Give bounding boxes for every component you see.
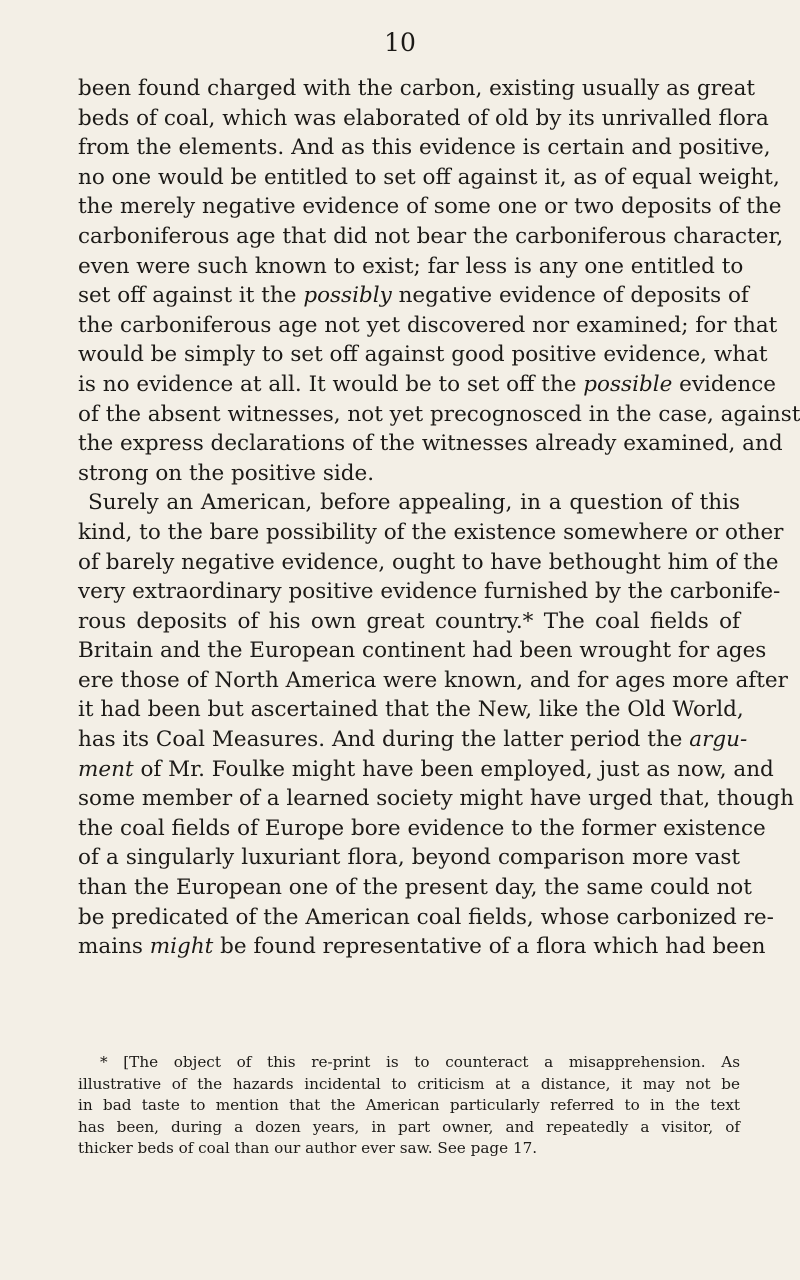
text-line: even were such known to exist; far less is any one entitled to	[78, 253, 744, 279]
text-line: would be simply to set off against good positive evidence, what	[78, 342, 768, 368]
text-line	[78, 755, 774, 785]
text-line: no one would be entitled to set off against it, as of equal weight,	[78, 164, 780, 190]
text-run: be found representative of a flora which had been	[213, 934, 766, 960]
text-line: beds of coal, which was elaborated of old by its unrivalled flora	[78, 105, 769, 131]
paragraph-start-line: Surely an American, before appealing, in a question of this	[88, 490, 740, 516]
text-line: the carboniferous age not yet discovered nor examined; for that	[78, 312, 778, 338]
footnote	[78, 1052, 740, 1160]
footnote-line: * [The object of this re-print is to counteract a misapprehension. As	[100, 1053, 740, 1071]
text-run: is no evidence at all. It would be to set off the	[78, 371, 584, 397]
text-line	[78, 370, 776, 400]
text-line	[78, 932, 766, 962]
text-run: negative evidence of deposits of	[391, 283, 749, 309]
text-line	[78, 281, 749, 311]
text-line: it had been but ascertained that the New, like the Old World,	[78, 697, 744, 723]
italic-word: possibly	[303, 283, 392, 309]
italic-word: argu-	[689, 727, 748, 753]
footnote-line: in bad taste to mention that the American particularly referred to in the text	[78, 1096, 740, 1114]
footnote-line: illustrative of the hazards incidental to criticism at a distance, it may not be	[78, 1074, 740, 1093]
text-run: evidence	[672, 371, 776, 397]
text-line: strong on the positive side.	[78, 460, 375, 486]
text-line	[78, 725, 748, 755]
text-line: of the absent witnesses, not yet precognosced in the case, against	[78, 401, 800, 427]
body-text	[78, 74, 800, 962]
text-line: the merely negative evidence of some one or two deposits of the	[78, 194, 782, 220]
page-number: 10	[384, 28, 416, 57]
text-line: been found charged with the carbon, existing usually as great	[78, 76, 756, 101]
text-line: ere those of North America were known, and for ages more after	[78, 667, 788, 693]
text-line: than the European one of the present day, the same could not	[78, 875, 752, 901]
text-line: the coal fields of Europe bore evidence to the former existence	[78, 815, 766, 841]
text-run: mains	[78, 934, 150, 960]
text-line: carboniferous age that did not bear the carboniferous character,	[78, 223, 784, 249]
text-line: some member of a learned society might have urged that, though	[78, 786, 794, 812]
text-line: very extraordinary positive evidence furnished by the carbonife-	[78, 579, 781, 605]
text-line: kind, to the bare possibility of the existence somewhere or other	[78, 519, 784, 545]
text-run: of Mr. Foulke might have been employed, just as now, and	[133, 756, 774, 782]
text-line: the express declarations of the witnesses already examined, and	[78, 431, 783, 457]
italic-word: possible	[583, 371, 673, 397]
text-run: has its Coal Measures. And during the latter period the	[78, 727, 690, 753]
italic-word: ment	[78, 756, 134, 782]
italic-word: might	[149, 934, 214, 960]
footnote-line: thicker beds of coal than our author ever saw. See page 17.	[78, 1139, 538, 1157]
text-line: of a singularly luxuriant flora, beyond comparison more vast	[78, 845, 740, 871]
text-line: of barely negative evidence, ought to have bethought him of the	[78, 549, 779, 575]
text-line: from the elements. And as this evidence is certain and positive,	[78, 135, 771, 161]
text-line: be predicated of the American coal fields, whose carbonized re-	[78, 904, 774, 930]
footnote-line: has been, during a dozen years, in part owner, and repeatedly a visitor, of	[78, 1117, 740, 1136]
text-run: set off against it the	[78, 283, 304, 309]
text-line: Britain and the European continent had been wrought for ages	[78, 638, 767, 664]
text-line: rous deposits of his own great country.* The coal fields of	[78, 608, 740, 634]
